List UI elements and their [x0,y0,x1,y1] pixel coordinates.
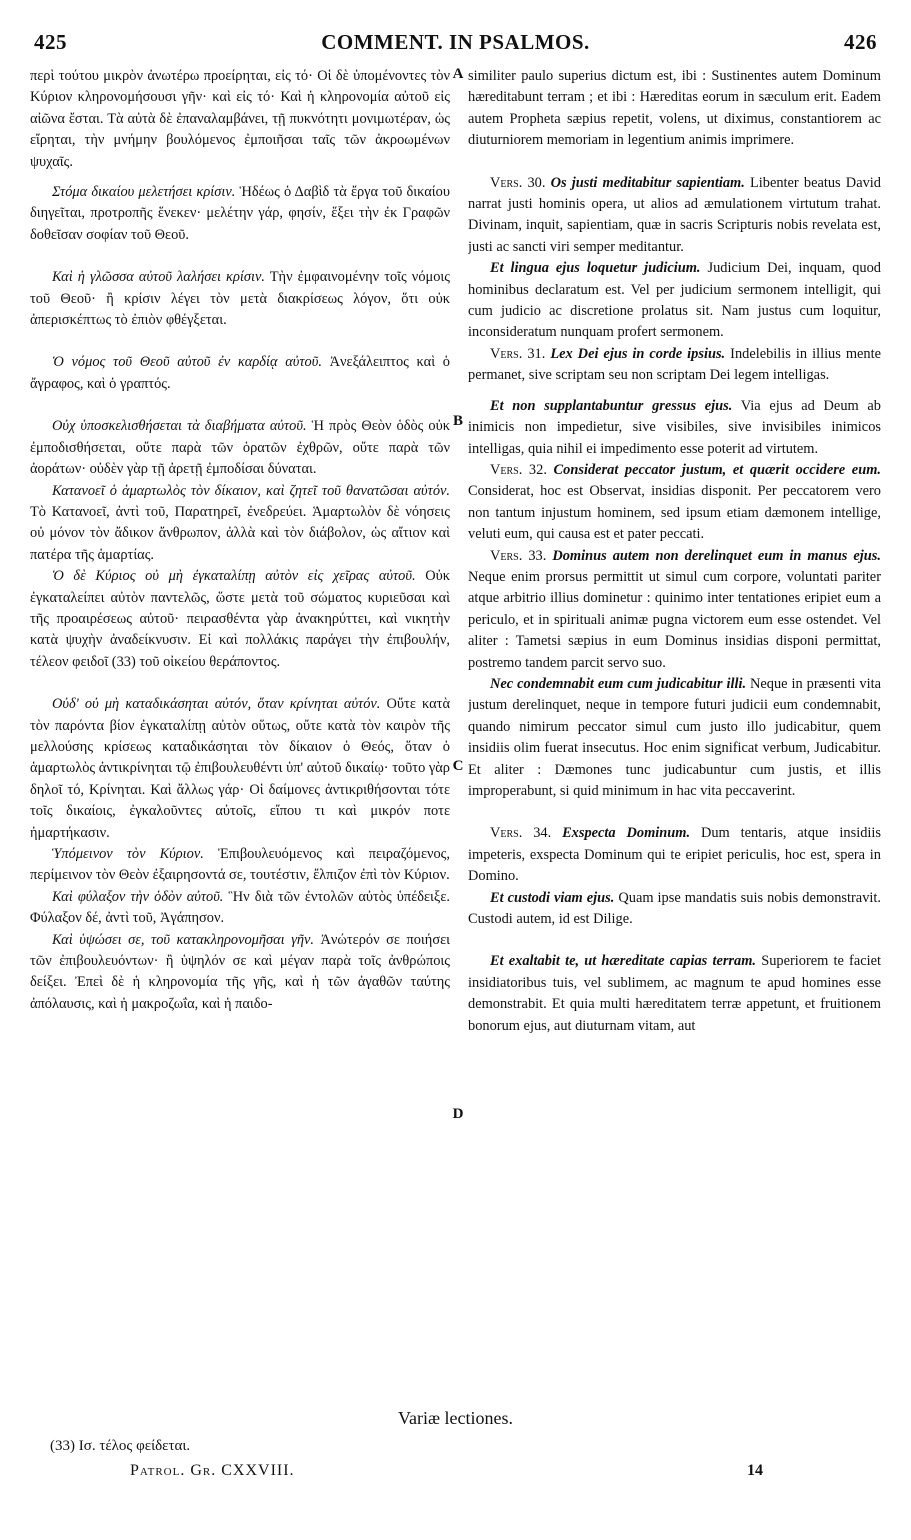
latin-lemma: Et lingua ejus loquetur judicium. [490,260,701,277]
latin-lemma: Et exaltabit te, ut hæreditate capias terram. [490,953,757,970]
margin-letter-c: C [452,758,464,774]
latin-text: Via ejus ad Deum ab inimicis non impedietur, sive visibiles, sive invisibiles inimicos intelligas, quia nihil ei impedimento esse poterit ad virtutem. [468,397,881,457]
greek-text: Τὸ Κατανοεῖ, ἀντὶ τοῦ, Παρατηρεῖ, ἐνεδρεύει. Ἁμαρτωλὸν δὲ νόησεις οὐ μόνον τὸν ἄδικον ἄνθρωπον, ἀλλὰ καὶ τὸν διάβολον, ὡς αἴτιον καὶ πατέρα τῆς ἁμαρτίας. [30,503,450,563]
greek-text: Ἡδέως ὁ Δαβὶδ τὰ ἔργα τοῦ δικαίου διηγεῖται, προτροπῆς ἕνεκεν· μελέτην γάρ, φησίν, ἕξει τὴν ἐκ Γραφῶν δοθεῖσαν σοφίαν τοῦ Θεοῦ. [30,184,450,243]
greek-text: Ἀνώτερόν σε ποιήσει τῶν ἐπιβουλευόντων· ἢ ὑψηλόν σε καὶ μέγαν παρὰ τοῖς ἀνθρώποις δείξει. Ἐπεὶ δὲ ἡ κληρονομία τῆς γῆς, καὶ ἡ τῶν ἀγαθῶν ταύτης ἀπόλαυσις, καὶ ἡ μακροζωΐα, καὶ ἡ παιδο- [30,931,450,1012]
latin-paragraph [468,396,881,460]
greek-paragraph [30,844,450,887]
latin-text: similiter paulo superius dictum est, ibi : Sustinentes autem Dominum hæreditabunt terram ; et ibi : Hæreditas eorum in sæculum erit. Eadem autem Propheta sæpius repetit, volens, ut diximus, constantiorem ac diuturniorem memoriam in legentium animis imprimere. [468,68,881,149]
greek-text: Ἀνεξάλειπτος καὶ ὁ ἄγραφος, καὶ ὁ γραπτός. [30,354,450,392]
running-title: COMMENT. IN PSALMOS. [321,30,590,54]
greek-lemma: Οὐδ' οὐ μὴ καταδικάσηται αὐτόν, ὅταν κρίνηται αὐτόν. [52,696,381,713]
latin-text: Judicium Dei, inquam, quod hominibus declaratum est. Vel per judicium sermonem intelligit, qui cum judicio ac discretione prolatus sit. Nam justus cum loquitur, inconsideratum nunquam profert sermonem. [468,260,881,341]
greek-paragraph [30,182,450,246]
latin-paragraph [468,258,881,344]
greek-text: Οὐκ ἐγκαταλείπει αὐτὸν παντελῶς, ὥστε μετὰ τοῦ σώματος κυριεῦσαι καὶ τῆς προαιρέσεως αὐτοῦ· πειρασθέντα γὰρ ἀνακηρύττει, καὶ νικητὴν κατὰ ψυχὴν ἀναδείκνυσιν. Εἰ καὶ πολλάκις παράγει τὴν ἐπιβουλήν, τέλεον φειδοῖ (33) τοῦ οἰκείου θεράποντος. [30,568,450,670]
latin-paragraph [468,888,881,931]
latin-text: Libenter beatus David narrat justi hominis opera, ut alios ad æmulationem virtutum trahat. Divinam, inquit, sapientiam, quæ in sacris Scripturis nobis revelata est, justi ac sancti viri semper meditantur. [468,174,881,255]
greek-paragraph [30,481,450,567]
sheet-number: 14 [747,1462,763,1479]
latin-lemma: Dominus autem non derelinquet eum in manus ejus. [552,547,881,564]
latin-column [468,66,881,1404]
greek-paragraph [30,267,450,331]
greek-lemma: Ὑπόμεινον τὸν Κύριον. [52,846,204,862]
verse-number: Vers. 31. [490,345,546,362]
latin-text: Superiorem te faciet insidiatoribus tuis, vel sublimem, ac magnum te apud homines esse demonstrabit. Et quia multi hæreditatem terræ appetunt, et fruitionem bonorum ejus, aut diuturnam vitam, aut [468,953,881,1034]
greek-text: Τὴν ἐμφαινομένην τοῖς νόμοις τοῦ Θεοῦ· ἢ κρίσιν λέγει τὸν μετὰ διακρίσεως λόγον, ὅτι οὐκ ἀπερισκέπτως τὸ ἐπιὸν φθέγξεται. [30,269,450,329]
greek-text: Οὔτε κατὰ τὸν παρόντα βίον ἐγκαταλίπῃ αὐτὸν οὕτως, οὔτε κατὰ τὸν καιρὸν τῆς μελλούσης κρίσεως καταδικάσηται τὸν δίκαιον ὁ Θεός, ὅταν ὁ ἁμαρτωλὸς ἀντικρίνηται τῷ ἐπιβουλευθέντι ὑπ' αὐτοῦ δικαίῳ· τοῦτο γὰρ δηλοῖ τό, Κρίνηται. Καὶ ἄλλως γάρ· Οἱ δαίμονες ἀντικριθήσονται τότε τοῖς δικαίοις, ἐγκαλοῦντες αὐτοῖς, εἴπου τι καὶ μικρόν ποτε ἡμαρτήκασιν. [30,696,450,841]
latin-lemma: Exspecta Dominum. [562,825,691,842]
latin-lemma: Considerat peccator justum, et quærit occidere eum. [553,461,881,478]
page-number-left: 425 [34,30,67,54]
greek-column [30,66,450,1404]
greek-paragraph [30,566,450,673]
greek-paragraph [30,930,450,1016]
latin-paragraph [468,173,881,259]
greek-text: Ἡ πρὸς Θεὸν ὁδὸς οὐκ ἐμποδισθήσεται, οὔτε παρὰ τῶν ὁρατῶν ἐχθρῶν, οὔτε παρὰ τῶν ἀοράτων· οὐδὲν γὰρ τῇ ἀρετῇ ἐμποδίσαι δύναται. [30,418,450,478]
greek-paragraph [30,887,450,930]
latin-paragraph [468,951,881,1037]
greek-paragraph [30,66,450,173]
latin-text: Neque in præsenti vita justum derelinquet, neque in tempore futuri judicii eum condemnabit, quando nimirum peccator simul cum justo illo judicabitur, quem insidiis olim fuerat insecutus. Hoc enim significat verbum, Judicabitur. Et aliter : Dæmones tunc judicabuntur cum justis, et illis improperabunt, si quid minimum in hac vita peccaverint. [468,675,881,799]
greek-lemma: Κατανοεῖ ὁ ἁμαρτωλὸς τὸν δίκαιον, καὶ ζητεῖ τοῦ θανατῶσαι αὐτόν. [52,482,450,499]
verse-number: Vers. 32. [490,461,547,478]
margin-letter-d: D [452,1106,464,1122]
greek-lemma: Καὶ φύλαξον τὴν ὁδὸν αὐτοῦ. [52,888,224,905]
latin-text: Indelebilis in illius mente permanet, sive scriptam seu non scriptam Dei legem intelligas. [468,345,881,384]
greek-lemma: Ὁ δὲ Κύριος οὐ μὴ ἐγκαταλίπῃ αὐτὸν εἰς χεῖρας αὐτοῦ. [52,568,416,585]
verse-number: Vers. 34. [490,825,552,842]
variae-lectiones-heading: Variæ lectiones. [398,1408,513,1428]
greek-text: Ἣν διὰ τῶν ἐντολῶν αὐτὸς ὑπέδειξε. Φύλαξον δέ, ἀντὶ τοῦ, Ἀγάπησον. [30,888,450,927]
verse-number: Vers. 30. [490,174,546,191]
greek-paragraph [30,352,450,395]
greek-text: περὶ τούτου μικρὸν ἀνωτέρω προείρηται, εἰς τό· Οἱ δὲ ὑπομένοντες τὸν Κύριον κληρονομήσουσι γῆν· καὶ εἰς τό· Καὶ ἡ κληρονομία αὐτοῦ εἰς αἰῶνα ἔσται. Τὰ αὐτὰ δὲ ἐπαναλαμβάνει, τῇ πυκνότητι μονιμωτέραν, ὡς εἴρηται, τὴν μνήμην βουλόμενος ἐμποιῆσαι ταῖς τῶν ἀκροωμένων ψυχαῖς. [30,68,450,170]
latin-lemma: Et custodi viam ejus. [490,889,615,906]
latin-text: Dum tentaris, atque insidiis impeteris, exspecta Dominum qui te eripiet periculis, hoc est, spera in Domino. [468,825,881,885]
page-header [30,30,881,60]
latin-text: Considerat, hoc est Observat, insidias disponit. Per peccatorem vero non tantum injustum hominem, sed ipsum etiam dæmonem intellige, veluti eum, qui causa est et pater peccati. [468,483,881,543]
greek-lemma: Καὶ ἡ γλῶσσα αὐτοῦ λαλήσει κρίσιν. [52,269,265,286]
latin-lemma: Nec condemnabit eum cum judicabitur illi. [490,675,747,692]
greek-lemma: Καὶ ὑψώσει σε, τοῦ κατακληρονομῆσαι γῆν. [52,931,314,948]
greek-lemma: Ὁ νόμος τοῦ Θεοῦ αὐτοῦ ἐν καρδίᾳ αὐτοῦ. [52,354,322,371]
greek-text: Ἐπιβουλευόμενος καὶ πειραζόμενος, περίμεινον τὸν Θεὸν ἐξαιρησοντά σε, τουτέστιν, ἔλπιζον ἐπὶ τὸν Κύριον. [30,846,450,884]
latin-lemma: Lex Dei ejus in corde ipsius. [550,345,726,362]
latin-paragraph [468,460,881,546]
series-signature: Patrol. Gr. CXXVIII. [130,1462,295,1479]
greek-lemma: Οὐχ ὑποσκελισθήσεται τὰ διαβήματα αὐτοῦ. [52,418,307,435]
latin-paragraph [468,344,881,387]
greek-paragraph [30,416,450,480]
latin-lemma: Et non supplantabuntur gressus ejus. [490,397,733,414]
greek-paragraph [30,694,450,844]
margin-letter-a: A [452,66,464,82]
verse-number: Vers. 33. [490,547,547,564]
latin-paragraph [468,674,881,802]
latin-paragraph [468,546,881,674]
margin-letter-b: B [452,413,463,429]
latin-text: Quam ipse mandatis suis nobis demonstravit. Custodi autem, id est Dilige. [468,889,881,928]
latin-paragraph [468,823,881,887]
page-number-right: 426 [844,30,877,54]
latin-text: Neque enim prorsus permittit ut simul cum corpore, voluntati pariter atque arbitrio illius dominetur : quinimo inter tentationes eripiet eum a periculo, et in spirituali animæ pugna victorem eum esse ostendet. Vel aliter : Tametsi sæpius in eum Dominus insidias disponi permittat, postremo tandem parcit servo suo. [468,568,881,671]
greek-lemma: Στόμα δικαίου μελετήσει κρίσιν. [52,184,236,201]
latin-lemma: Os justi meditabitur sapientiam. [550,174,745,191]
footnote: (33) Ισ. τέλος φείδεται. [50,1438,191,1454]
latin-paragraph [468,66,881,152]
